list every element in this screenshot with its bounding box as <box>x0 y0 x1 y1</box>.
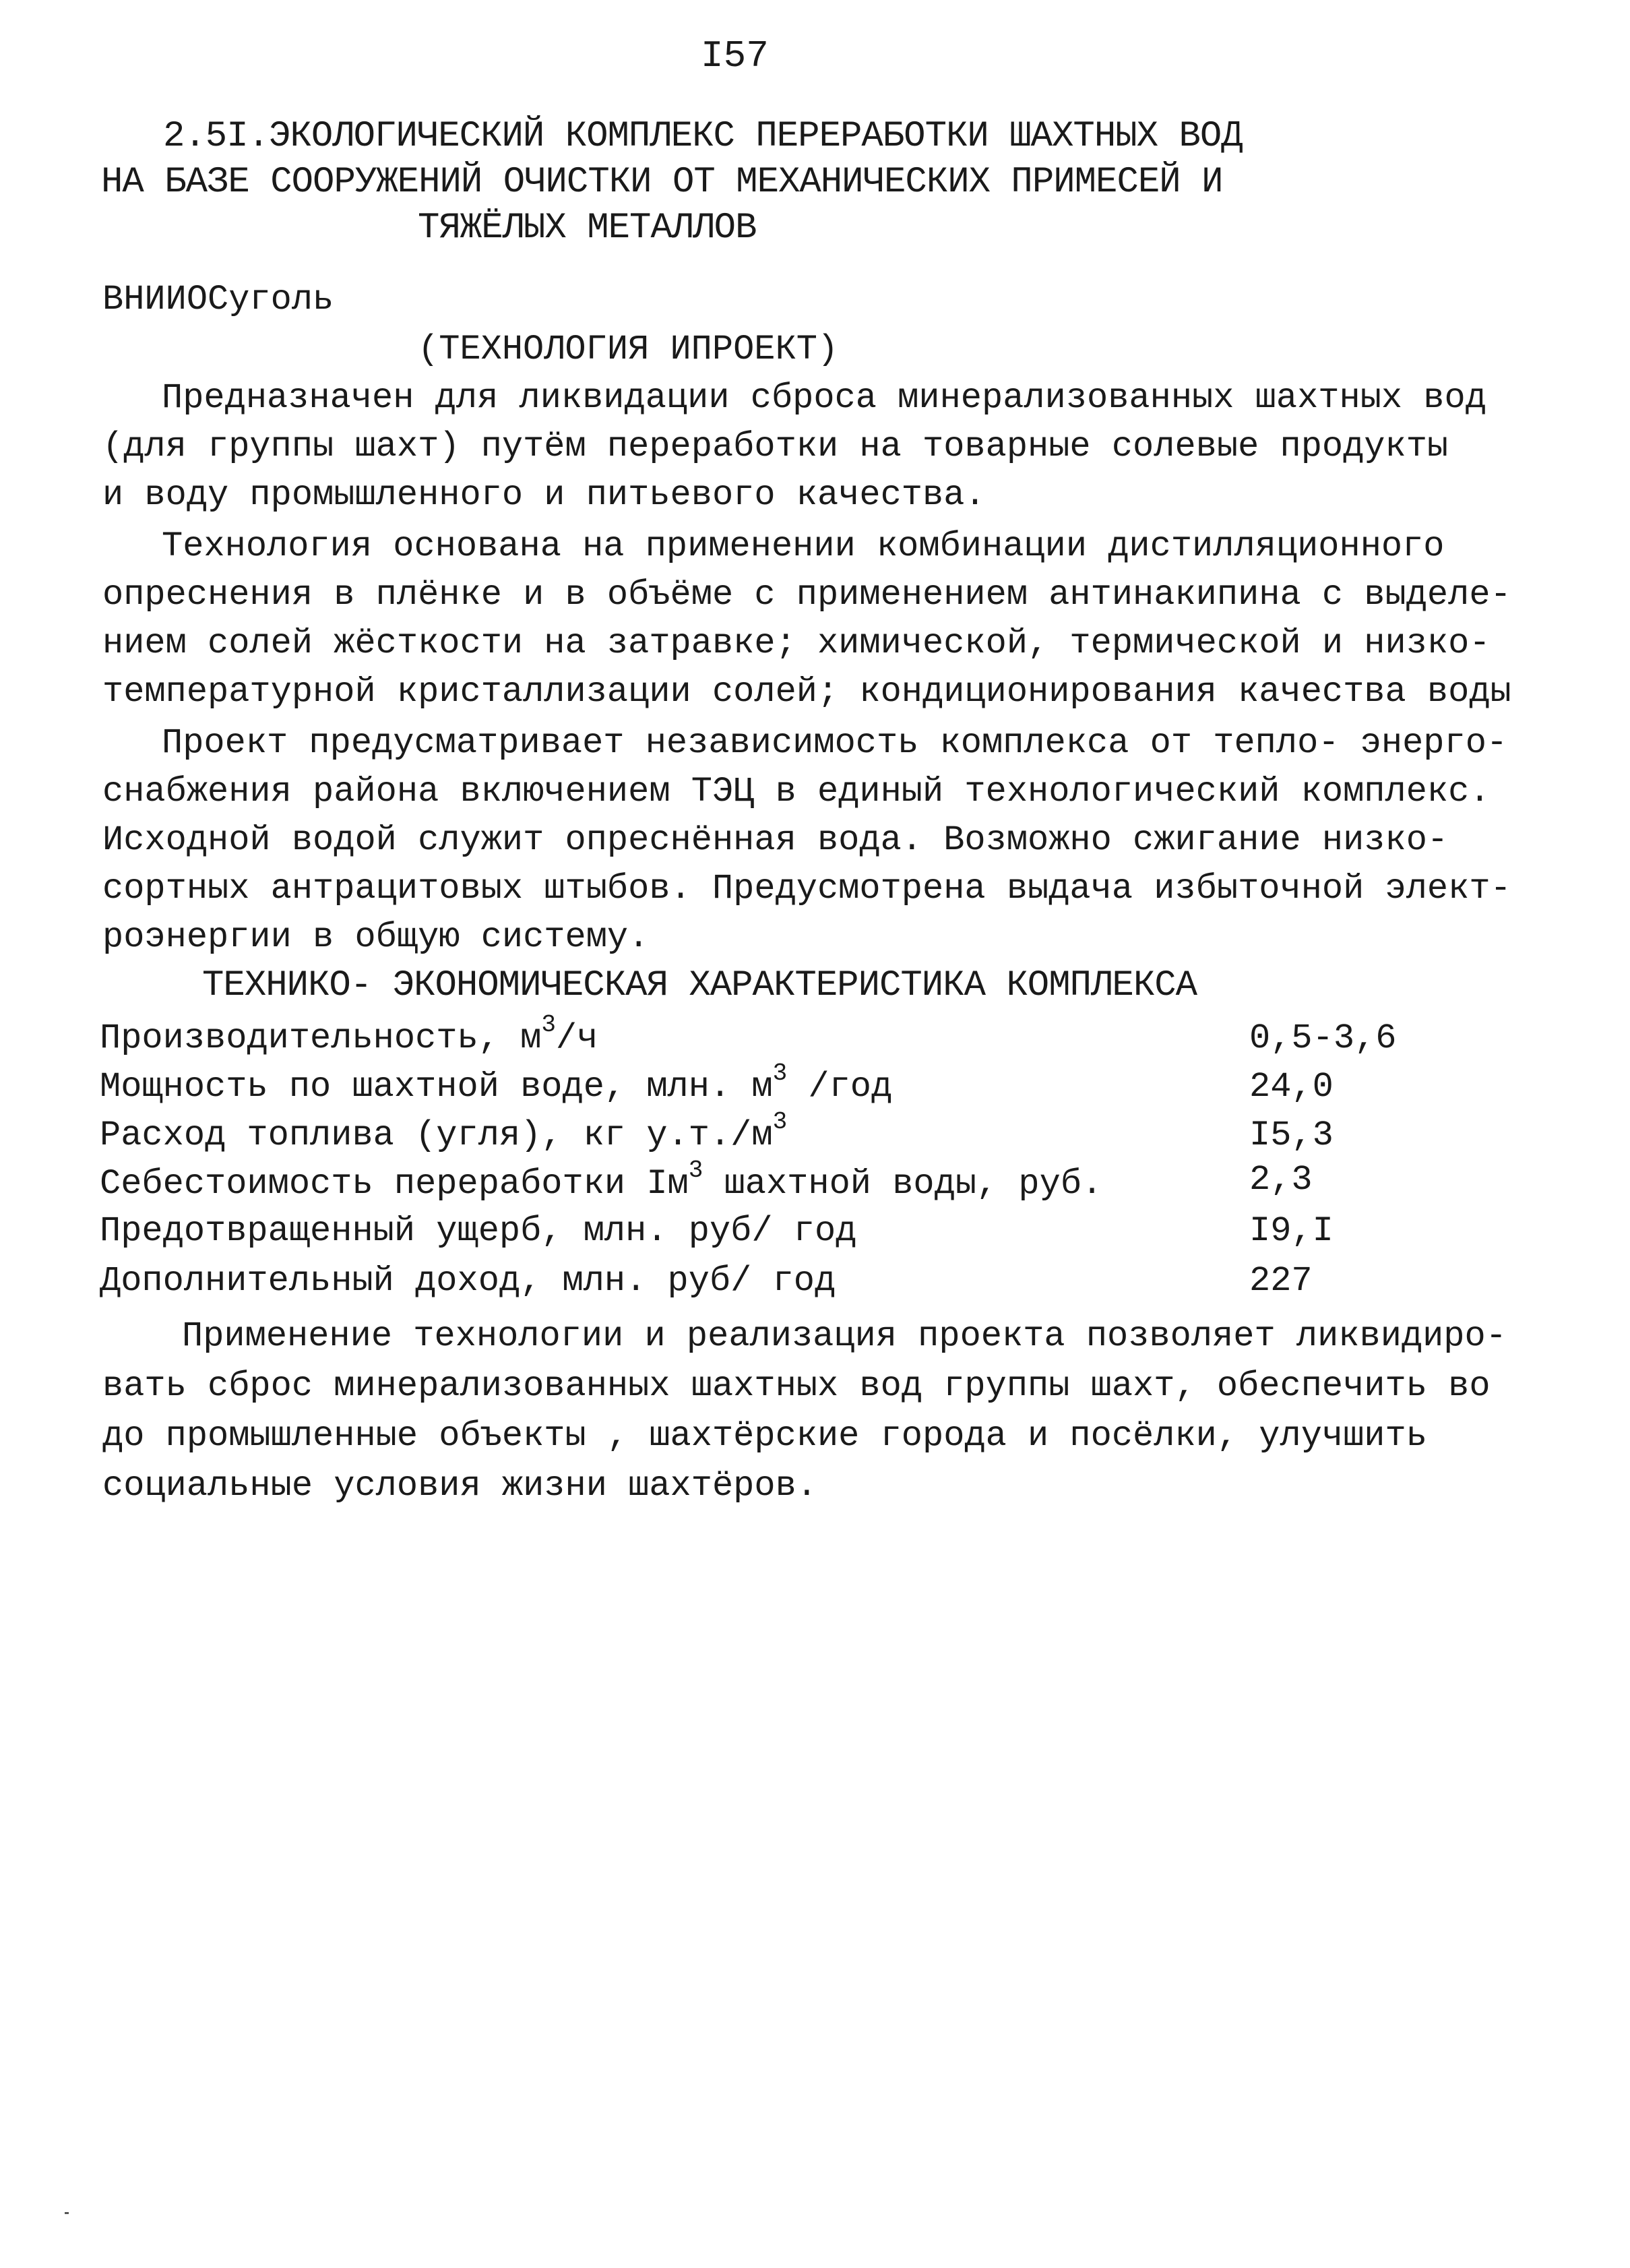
table-row-value: I9,I <box>1249 1211 1334 1251</box>
table-row-label: Расход топлива (угля), кг $у.т./м^3$ <box>100 1108 788 1155</box>
heading-line-1: 2.5I.ЭКОЛОГИЧЕСКИЙ КОМПЛЕКС ПЕРЕРАБОТКИ ШАХТНЫХ ВОД <box>163 116 1243 157</box>
paragraph1-line2: (для группы шахт) путём переработки на товарные солевые продукты <box>102 427 1449 466</box>
paragraph1-line3: и воду промышленного и питьевого качества. <box>102 475 986 515</box>
paragraph1-line1: Предназначен для ликвидации сброса минерализованных шахтных вод <box>162 378 1486 418</box>
paragraph3-line1: Проект предусматривает независимость комплекса от тепло- энерго- <box>162 723 1508 763</box>
paragraph4-line4: социальные условия жизни шахтёров. <box>102 1466 817 1506</box>
table-row-value: 2,3 <box>1249 1160 1313 1200</box>
paragraph3-line2: снабжения района включением ТЭЦ в единый технологический комплекс. <box>102 772 1491 811</box>
paragraph2-line4: температурной кристаллизации солей; кондиционирования качества воды <box>102 672 1511 712</box>
paragraph2-line2: опреснения в плёнке и в объёме с применением антинакипина с выделе- <box>102 575 1511 615</box>
table-title: ТЕХНИКО- ЭКОНОМИЧЕСКАЯ ХАРАКТЕРИСТИКА КОМПЛЕКСА <box>202 965 1197 1006</box>
table-row-label: Мощность по шахтной воде, млн. $м^3$ /год <box>100 1060 893 1107</box>
organization: ВНИИОСуголь <box>102 280 334 319</box>
heading-line-2: НА БАЗЕ СООРУЖЕНИЙ ОЧИСТКИ ОТ МЕХАНИЧЕСКИХ ПРИМЕСЕЙ И <box>101 162 1223 203</box>
table-row-label: Производительность, $м^3/ч$ <box>100 1011 598 1058</box>
subtitle: (ТЕХНОЛОГИЯ ИПРОЕКТ) <box>418 330 839 369</box>
paragraph3-line3: Исходной водой служит опреснённая вода. Возможно сжигание низко- <box>102 820 1449 860</box>
table-row-value: I5,3 <box>1249 1115 1334 1155</box>
scan-speck <box>65 2212 69 2214</box>
paragraph4-line3: до промышленные объекты , шахтёрские города и посёлки, улучшить <box>102 1416 1427 1456</box>
table-row-label: Себестоимость переработки $Iм^3$ шахтной воды, руб. <box>100 1157 1103 1204</box>
table-row-label: Предотвращенный ущерб, млн. руб/ год <box>100 1211 857 1251</box>
heading-line-3: ТЯЖЁЛЫХ МЕТАЛЛОВ <box>418 208 757 249</box>
table-row-value: 0,5-3,6 <box>1249 1018 1397 1058</box>
table-row-label: Дополнительный доход, млн. руб/ год <box>100 1261 836 1301</box>
paragraph3-line4: сортных антрацитовых штыбов. Предусмотрена выдача избыточной элект- <box>102 869 1511 909</box>
paragraph2-line3: нием солей жёсткости на затравке; химической, термической и низко- <box>102 623 1491 663</box>
paragraph3-line5: роэнергии в общую систему. <box>102 917 650 957</box>
paragraph4-line1: Применение технологии и реализация проекта позволяет ликвидиро- <box>182 1316 1507 1356</box>
paragraph4-line2: вать сброс минерализованных шахтных вод группы шахт, обеспечить во <box>102 1366 1491 1406</box>
table-row-value: 24,0 <box>1249 1067 1334 1107</box>
page-number: I57 <box>701 34 769 78</box>
paragraph2-line1: Технология основана на применении комбинации дистилляционного <box>162 526 1445 566</box>
table-row-value: 227 <box>1249 1261 1313 1301</box>
